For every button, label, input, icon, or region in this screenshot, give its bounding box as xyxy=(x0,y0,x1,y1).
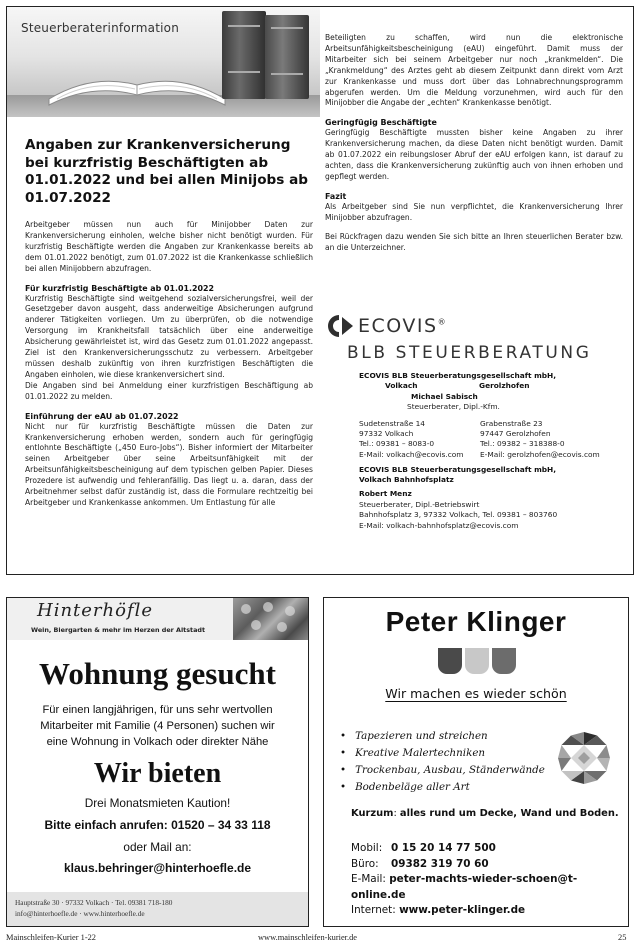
advisor-role: Steuerberater, Dipl.-Kfm. xyxy=(407,402,500,412)
ecovis-brand: ECOVIS® xyxy=(358,315,448,337)
section-text: Kurzfristig Beschäftigte sind weitgehend sozialversicherungsfrei, weil der Gesetzgeber davon ausgeht, dass anderweitige Absicherungen aufgrund anderer Tätigkeiten vorliegen. Um zu überprüfen, ob die notwendige Versorgung im Krankheitsfall tatsächlich über eine anderweitige Absicherung gewährleistet ist, wird das Gesetz zum 01.01.2022 angepasst. Ziel ist den Krankenversicherungsschutz zu verbessern. Arbeitgeber müssen deshalb zukünftig von ihren kurzfristigen Beschäftigten die Angaben einholen, wie diese krankenversichert sind. xyxy=(25,293,313,379)
advisor-name: Robert Menz xyxy=(359,489,412,499)
firm-name: ECOVIS BLB Steuerberatungsgesellschaft mbH, xyxy=(359,371,557,380)
book-volume-icon xyxy=(222,11,266,99)
hinterhoefle-header xyxy=(7,598,308,640)
email-link[interactable]: klaus.behringer@hinterhoefle.de xyxy=(63,861,252,875)
list-item: • Tapezieren und streichen xyxy=(340,728,560,745)
section-text: Nicht nur für kurzfristig Beschäftigte müssen die Daten zur Krankenversicherung erhoben werden, sondern auch für geringfügig entlohnte Beschäftigte („450 Euro-Jobs“). Bisher informiert der Mitarbeiter seinen Arbeitgeber über seine Arbeitsunfähigkeit mit der Arbeitsunfähigkeitsbescheinigung auf dem typischen gelben Papier. Dieses Prozedere ist aufwendig und fehleranfällig. Das liegt u. a. daran, dass der Arbeitnehmer selbst dafür zuständig ist, dass die Formulare rechtzeitig bei Arbeitgeber und Krankenkasse ankommen. Um Entlastung für alle xyxy=(25,421,313,507)
section-title: Geringfügig Beschäftigte xyxy=(325,118,437,128)
section-text: Beteiligten zu schaffen, wird nun die elektronische Arbeitsunfähigkeitsbescheinigung (eAU) eingeführt. Damit muss der Mitarbeiter sich bei seinem Arbeitgeber nur noch „krankmelden“. Die „Krankmeldung“ des Arztes geht ab diesem Zeitpunkt dann direkt vom Arzt zur Krankenkasse und muss dort über das Lohnabrechnungsprogramm abgerufen werden. Um die Meldung vorzunehmen, wird auch für den Minijobber die Angabe der „echten“ Krankenkasse benötigt. xyxy=(325,33,623,108)
contact-block: Mobil: 0 15 20 14 77 500 Büro: 09382 319 70 60 E-Mail: peter-machts-wieder-schoen@t-online.de Internet: www.peter-klinger.de xyxy=(351,842,578,916)
office-number[interactable]: 09382 319 70 60 xyxy=(391,857,489,870)
peter-klinger-ad xyxy=(323,597,629,927)
paint-buckets-icon xyxy=(438,648,518,674)
mobile-number[interactable]: 0 15 20 14 77 500 xyxy=(391,842,496,854)
section-title: Einführung der eAU ab 01.07.2022 xyxy=(25,411,179,421)
list-item: • Trockenbau, Ausbau, Ständerwände xyxy=(340,762,560,779)
tax-advisor-article xyxy=(6,6,634,575)
address-bahnhofsplatz: Bahnhofsplatz 3, 97332 Volkach, Tel. 09381 – 803760 xyxy=(359,510,558,520)
color-wheel-icon xyxy=(556,730,612,786)
ecovis-contacts xyxy=(359,371,629,531)
offer-headline: Wir bieten xyxy=(93,758,222,789)
beer-garden-photo xyxy=(233,598,308,640)
apartment-wanted-ad xyxy=(6,597,309,927)
footer-contact[interactable]: info@hinterhoefle.de · www.hinterhoefle.de xyxy=(15,909,145,918)
services-list xyxy=(340,728,560,796)
hinterhoefle-tagline: Wein, Biergarten & mehr im Herzen der Altstadt xyxy=(31,626,206,634)
section-text: Geringfügig Beschäftigte mussten bisher keine Angaben zu ihrer Krankenversicherung machen, da diese Daten nicht benötigt wurden. Damit ab 01.07.2022 ein reibungsloser Abruf der eAU erfolgen kann, ist darauf zu achten, dass die Krankenversicherung zukünftig auch von ihnen erhoben und gepflegt werden. xyxy=(325,128,623,181)
list-item: • Bodenbeläge aller Art xyxy=(340,779,560,796)
hinterhoefle-footer xyxy=(7,892,308,926)
left-column xyxy=(25,137,313,509)
advisor-role: Steuerberater, Dipl.-Betriebswirt xyxy=(359,499,480,509)
email-link[interactable]: peter-machts-wieder-schoen@t-online.de xyxy=(351,873,578,901)
book-volume-icon xyxy=(265,15,309,99)
location-volkach: Volkach xyxy=(385,381,418,391)
mail-label: oder Mail an: xyxy=(123,840,192,854)
website-link[interactable]: www.peter-klinger.de xyxy=(399,904,526,916)
email-link[interactable]: E-Mail: volkach-bahnhofsplatz@ecovis.com xyxy=(359,520,519,530)
summary-line: Kurzum: alles rund um Decke, Wand und Boden. xyxy=(351,808,619,819)
section-text: Die Angaben sind bei Anmeldung einer kurzfristigen Beschäftigung ab 01.01.2022 zu melden. xyxy=(25,380,313,401)
list-item: • Kreative Malertechniken xyxy=(340,745,560,762)
firm-location: Volkach Bahnhofsplatz xyxy=(359,475,454,485)
email-link[interactable]: E-Mail: gerolzhofen@ecovis.com xyxy=(480,449,600,459)
ad-text: Für einen langjährigen, für uns sehr wertvollen Mitarbeiter mit Familie (4 Personen) suchen wir eine Wohnung in Volkach oder direkter Nähe xyxy=(40,704,275,748)
address-volkach: Sudetenstraße 14 97332 Volkach Tel.: 09381 – 8083-0 E-Mail: volkach@ecovis.com xyxy=(359,419,477,461)
article-headline: Angaben zur Krankenversicherung bei kurzfristig Beschäftigten ab 01.01.2022 und bei allen Minijobs ab 01.07.2022 xyxy=(25,137,308,206)
article-intro: Arbeitgeber müssen nun auch für Minijobber Daten zur Krankenversicherung einholen, welche bisher nicht benötigt wurden. Für kurzfristig Beschäftigte werden die Angaben zur Krankenkasse bereits ab dem 01.01.2022 benötigt, zum 01.07.2022 ist die Krankenkasse schließlich bei allen Minijobbern abzufragen. xyxy=(25,220,313,273)
hinterhoefle-logo: Hinterhöfle xyxy=(37,600,154,621)
slogan: Wir machen es wieder schön xyxy=(385,686,567,701)
closing-text: Bei Rückfragen dazu wenden Sie sich bitte an Ihren steuerlichen Berater bzw. an die Unterzeichner. xyxy=(325,231,623,252)
banner-title: Steuerberaterinformation xyxy=(21,21,179,35)
section-title: Für kurzfristig Beschäftigte ab 01.01.2022 xyxy=(25,283,214,293)
footer-address: Hauptstraße 30 · 97332 Volkach · Tel. 09381 718-180 xyxy=(15,898,173,907)
page-number: 25 xyxy=(618,933,627,942)
advisor-name: Michael Sabisch xyxy=(411,391,478,401)
section-title: Fazit xyxy=(325,191,347,201)
footer-website[interactable]: www.mainschleifen-kurier.de xyxy=(258,933,357,942)
footer-publication: Mainschleifen-Kurier 1-22 xyxy=(6,933,96,942)
banner-image xyxy=(7,7,320,117)
ad-headline: Wohnung gesucht xyxy=(39,656,276,691)
location-gerolzhofen: Gerolzhofen xyxy=(479,381,530,391)
open-book-icon xyxy=(47,69,227,107)
email-link[interactable]: E-Mail: volkach@ecovis.com xyxy=(359,449,464,459)
firm-name: ECOVIS BLB Steuerberatungsgesellschaft mbH, xyxy=(359,464,557,474)
phone-call[interactable]: Bitte einfach anrufen: 01520 – 34 33 118 xyxy=(44,818,271,832)
offer-text: Drei Monatsmieten Kaution! xyxy=(84,796,231,810)
ecovis-mark-icon xyxy=(327,313,355,339)
ecovis-subtitle: BLB STEUERBERATUNG xyxy=(347,343,592,363)
section-text: Als Arbeitgeber sind Sie nun verpflichtet, die Krankenversicherung Ihrer Minijobber abzufragen. xyxy=(325,201,623,222)
address-gerolzhofen: Grabenstraße 23 97447 Gerolzhofen Tel.: 09382 – 318388-0 E-Mail: gerolzhofen@ecovis.com xyxy=(480,419,630,461)
company-title: Peter Klinger xyxy=(385,606,567,637)
right-column xyxy=(325,33,623,254)
ecovis-logo xyxy=(325,311,625,369)
